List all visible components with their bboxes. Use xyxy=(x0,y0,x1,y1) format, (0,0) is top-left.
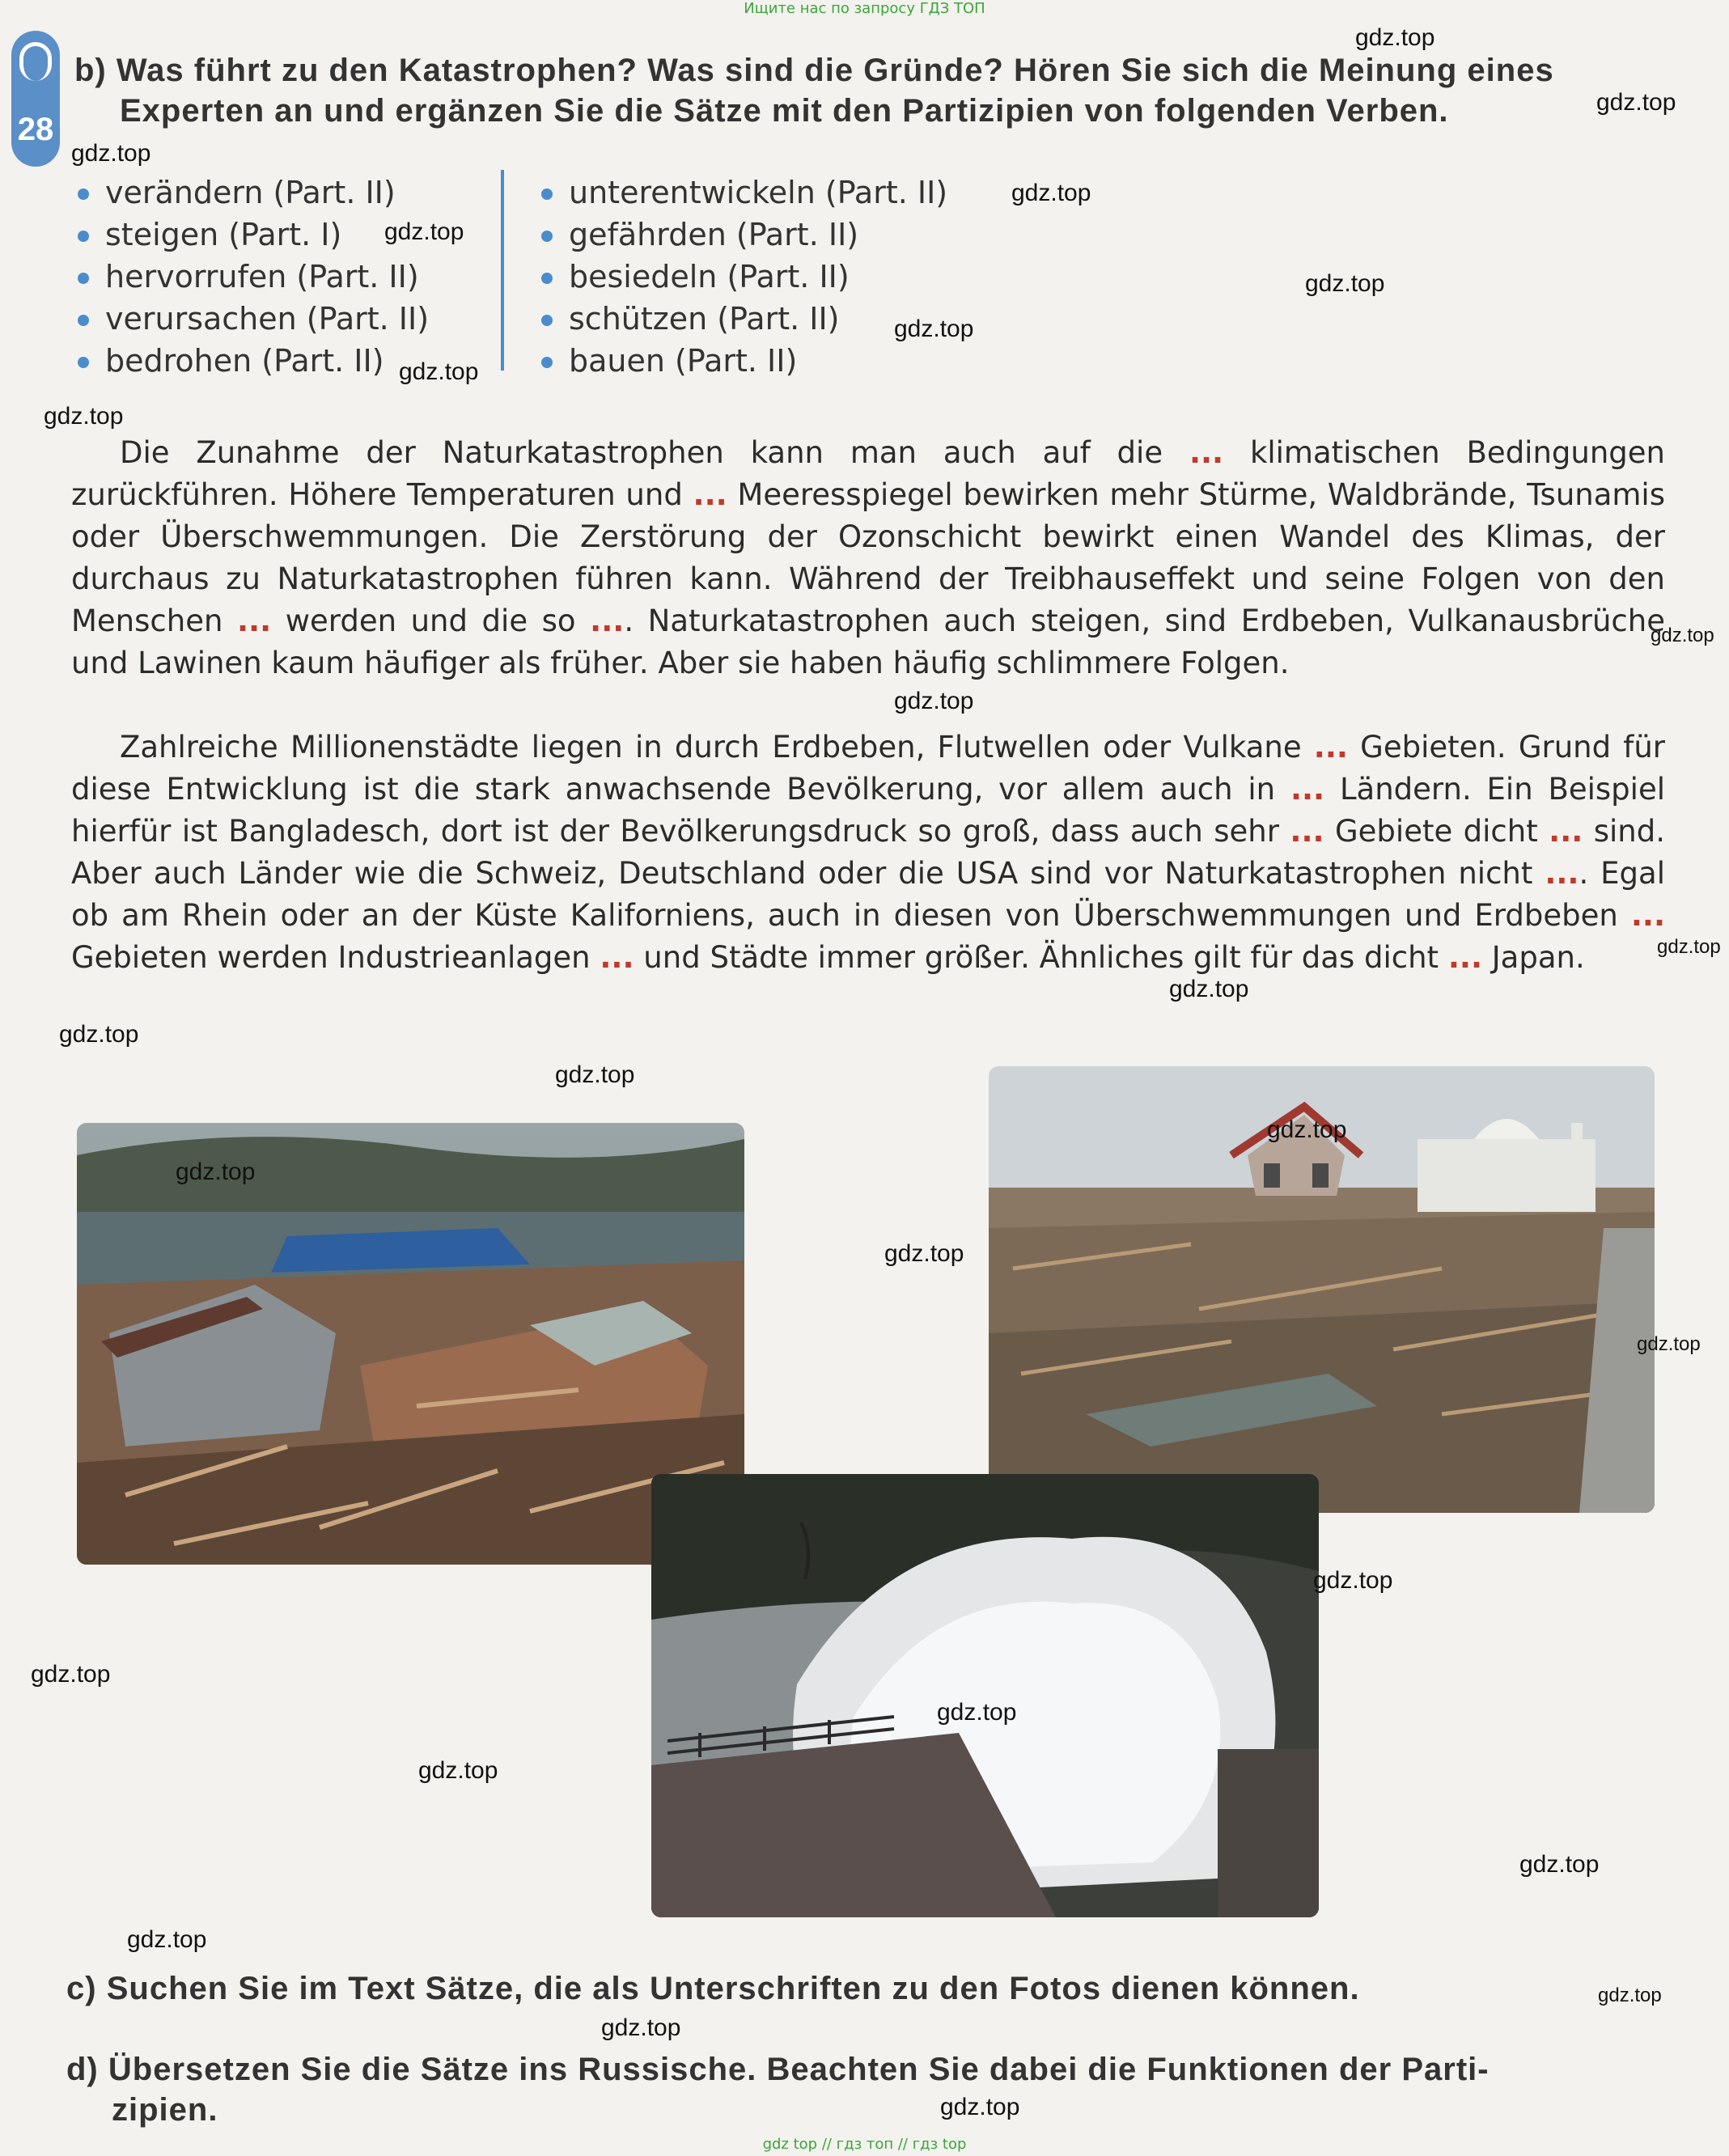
text-run: Die Zunahme der Naturkatastrophen kann man auch auf die xyxy=(120,435,1189,470)
watermark: gdz.top xyxy=(1598,1984,1662,2006)
watermark: gdz.top xyxy=(884,1240,964,1267)
gap-marker: ... xyxy=(237,604,272,638)
gap-marker: ... xyxy=(1290,772,1325,807)
paragraph-1 xyxy=(71,432,1665,684)
text-run: sind. Aber auch Länder wie die Schweiz, Deutschland oder die USA sind vor Naturkatastrophen nicht xyxy=(71,814,1666,891)
watermark: gdz.top xyxy=(1657,936,1721,958)
verb-list-left xyxy=(74,172,429,382)
watermark: gdz.top xyxy=(31,1661,111,1688)
photo-destroyed-houses-image xyxy=(77,1123,744,1565)
watermark: gdz.top xyxy=(384,218,464,245)
text-run: Gebieten. Grund für diese Entwicklung ist die stark anwachsende Bevölkerung, vor allem auch in xyxy=(71,730,1665,807)
gap-marker: ... xyxy=(1447,940,1482,975)
verb-item: bauen (Part. II) xyxy=(538,340,947,382)
watermark: gdz.top xyxy=(176,1158,256,1185)
task-d-line1: Übersetzen Sie die Sätze ins Russische. Beachten Sie dabei die Funktionen der Parti- xyxy=(108,2052,1490,2087)
watermark: gdz.top xyxy=(601,2014,681,2041)
verb-item: steigen (Part. I) xyxy=(74,214,429,256)
watermark: gdz.top xyxy=(59,1021,139,1048)
watermark: gdz.top xyxy=(418,1757,498,1784)
gap-marker: ... xyxy=(600,940,634,975)
watermark: gdz.top xyxy=(937,1699,1017,1726)
verb-item: hervorrufen (Part. II) xyxy=(74,256,429,298)
task-b-line2: Experten an und ergänzen Sie die Sätze mit den Partizipien von folgenden Verben. xyxy=(120,93,1449,129)
text-run: und Städte immer größer. Ähnliches gilt für das dicht xyxy=(634,940,1448,975)
task-b-heading xyxy=(74,50,1693,131)
watermark: gdz.top xyxy=(940,2094,1020,2120)
top-banner[interactable]: Ищите нас по запросу ГДЗ ТОП xyxy=(744,0,985,17)
task-c-text: Suchen Sie im Text Sätze, die als Unterschriften zu den Fotos dienen können. xyxy=(106,1971,1360,2006)
verb-item: schützen (Part. II) xyxy=(538,298,947,340)
verb-item: besiedeln (Part. II) xyxy=(538,256,947,298)
text-run: Ländern. Ein Beispiel hierfür ist Bangladesch, dort ist der Bevölkerungsdruck so groß, dass auch sehr xyxy=(71,772,1665,849)
audio-page-badge xyxy=(11,31,60,167)
task-d-label: d) xyxy=(66,2052,99,2087)
gap-marker: ... xyxy=(693,477,727,512)
task-d-line2: zipien. xyxy=(112,2092,218,2128)
watermark: gdz.top xyxy=(44,403,124,430)
watermark: gdz.top xyxy=(1596,89,1676,116)
gap-marker: ... xyxy=(1290,814,1324,849)
text-run: werden und die so xyxy=(271,604,591,638)
gap-marker: ... xyxy=(1189,435,1224,470)
gap-marker: ... xyxy=(1313,730,1348,765)
gap-marker: ... xyxy=(590,604,625,638)
page-number: 28 xyxy=(17,112,54,147)
watermark: gdz.top xyxy=(555,1061,635,1088)
verb-item: gefährden (Part. II) xyxy=(538,214,947,256)
watermark: gdz.top xyxy=(71,140,151,167)
text-run: Gebieten werden Industrieanlagen xyxy=(71,940,600,975)
verb-list-right xyxy=(538,172,947,382)
watermark: gdz.top xyxy=(1169,976,1249,1002)
gap-marker: ... xyxy=(1630,898,1665,933)
headphones-icon xyxy=(19,42,52,81)
task-b-line1: Was führt zu den Katastrophen? Was sind die Gründe? Hören Sie sich die Meinung eines xyxy=(116,53,1554,88)
watermark: gdz.top xyxy=(127,1926,207,1953)
verb-item: unterentwickeln (Part. II) xyxy=(538,172,947,214)
photo-storm-wave xyxy=(651,1474,1319,1917)
watermark: gdz.top xyxy=(1519,1851,1600,1878)
task-b-label: b) xyxy=(74,53,107,88)
text-run: Zahlreiche Millionenstädte liegen in durch Erdbeben, Flutwellen oder Vulkane xyxy=(120,730,1314,765)
watermark: gdz.top xyxy=(1305,270,1385,297)
verb-item: verursachen (Part. II) xyxy=(74,298,429,340)
watermark: gdz.top xyxy=(894,688,974,714)
watermark: gdz.top xyxy=(1651,625,1714,646)
task-d xyxy=(66,2049,1685,2130)
gap-marker: ... xyxy=(1545,856,1579,891)
watermark: gdz.top xyxy=(399,358,479,385)
text-run: Gebiete dicht xyxy=(1324,814,1549,849)
text-run: . Naturkatastrophen auch steigen, sind Erdbeben, Vulkanausbrüche und Lawinen kaum häufiger als früher. Aber sie haben häufig schlimmere Folgen. xyxy=(71,604,1665,680)
photo-storm-wave-image xyxy=(651,1474,1319,1917)
gap-marker: ... xyxy=(1549,814,1583,849)
photo-destroyed-houses xyxy=(77,1123,744,1565)
text-run: . Egal ob am Rhein oder an der Küste Kaliforniens, auch in diesen von Überschwemmungen und Erdbeben xyxy=(71,856,1665,933)
watermark: gdz.top xyxy=(1313,1567,1393,1594)
verb-list-divider xyxy=(501,170,504,371)
task-c xyxy=(66,1968,1360,2009)
verb-item: verändern (Part. II) xyxy=(74,172,429,214)
verb-item: bedrohen (Part. II) xyxy=(74,340,429,382)
watermark: gdz.top xyxy=(1011,180,1091,206)
paragraph-2 xyxy=(71,726,1665,979)
footer-banner[interactable]: gdz top // гдз топ // гдз top xyxy=(762,2136,967,2153)
watermark: gdz.top xyxy=(1637,1333,1701,1355)
text-run: klimatischen Bedingungen zurückführen. Höhere Temperaturen und xyxy=(71,435,1666,512)
task-c-label: c) xyxy=(66,1971,97,2006)
text-run: Meeresspiegel bewirken mehr Stürme, Waldbrände, Tsunamis oder Überschwemmungen. Die Zerstörung der Ozonschicht bewirkt einen Wandel des Klimas, der durchaus zu Naturkatastrophen führen kann. Während der Treibhauseffekt und seine Folgen von den Menschen xyxy=(71,477,1665,638)
watermark: gdz.top xyxy=(1355,24,1435,51)
watermark: gdz.top xyxy=(894,316,974,342)
text-run: Japan. xyxy=(1482,940,1585,975)
watermark: gdz.top xyxy=(1267,1116,1347,1143)
